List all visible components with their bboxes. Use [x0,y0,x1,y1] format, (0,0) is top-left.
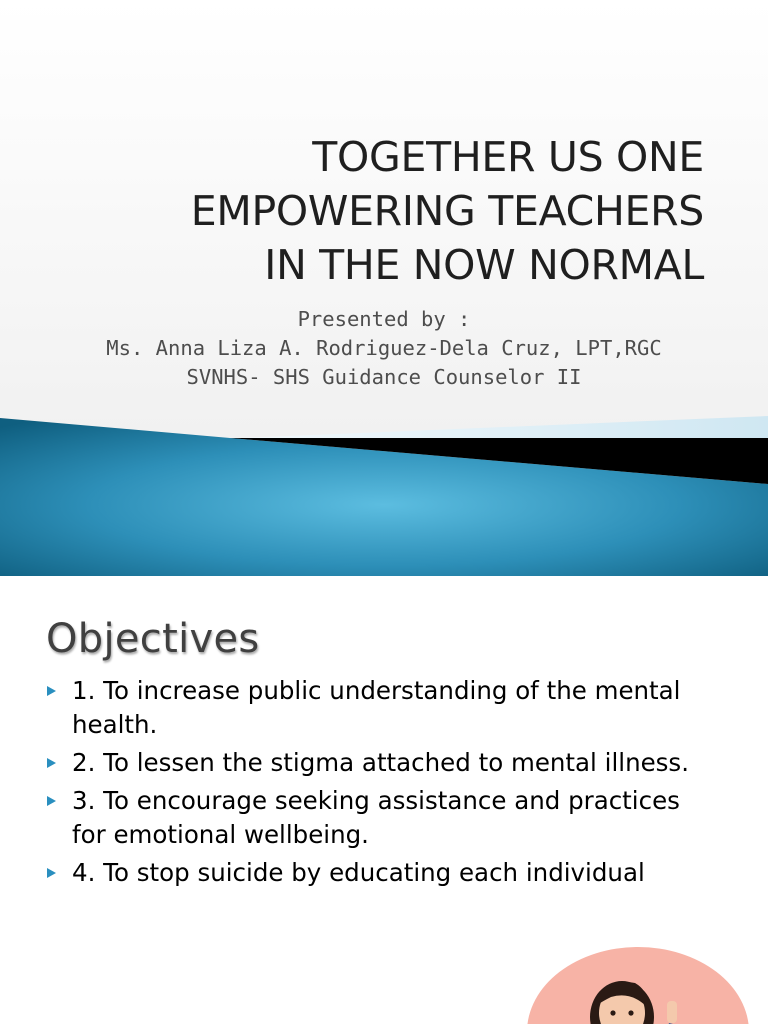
list-item [46,856,706,890]
presented-by-label: Presented by : [297,307,471,331]
presenter-position: SVNHS- SHS Guidance Counselor II [186,365,582,389]
objectives-heading: Objectives [46,616,260,662]
title-line-1: TOGETHER US ONE [312,133,704,181]
presenter-block [0,305,768,392]
list-item [46,746,706,780]
swoosh-light-band [240,416,768,439]
objective-text: 4. To stop suicide by educating each individual [72,858,645,887]
objective-text: 1. To increase public understanding of the mental health. [72,676,681,739]
triangle-bullet-icon [47,868,56,878]
title-line-2: EMPOWERING TEACHERS [190,187,704,235]
list-item [46,784,706,852]
list-item [46,674,706,742]
decorative-swoosh-band [0,412,768,576]
title-line-3: IN THE NOW NORMAL [264,241,704,289]
triangle-bullet-icon [47,758,56,768]
objective-text: 3. To encourage seeking assistance and practices for emotional wellbeing. [72,786,680,849]
presenter-name: Ms. Anna Liza A. Rodriguez-Dela Cruz, LPT,RGC [106,336,662,360]
objectives-slide [0,576,768,1024]
objective-text: 2. To lessen the stigma attached to mental illness. [72,748,689,777]
triangle-bullet-icon [47,686,56,696]
slide-title [191,130,704,292]
triangle-bullet-icon [47,796,56,806]
presenter-avatar-icon [527,947,749,1024]
objectives-list [46,674,706,894]
